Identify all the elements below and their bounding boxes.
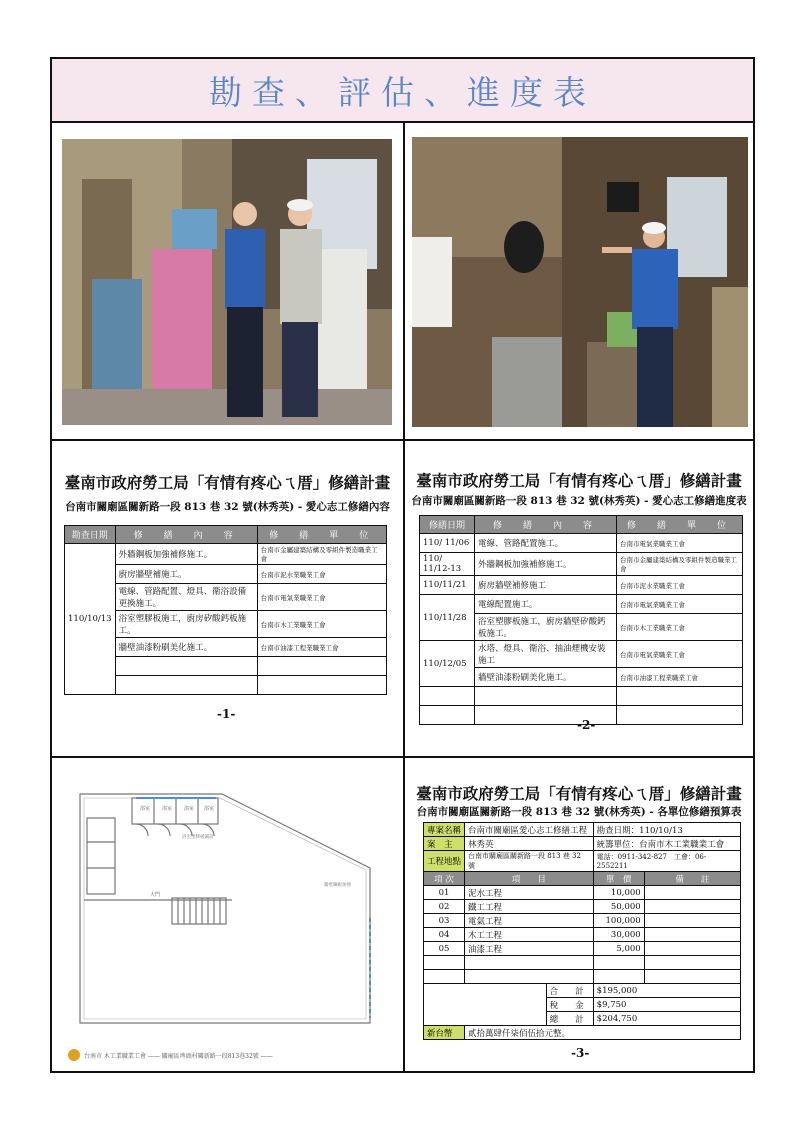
- plan-title: 臺南市政府勞工局「有情有疼心ㄟ厝」修繕計畫: [64, 473, 391, 492]
- total-value: $195,000: [593, 984, 740, 998]
- date-cell: 110/ 11/12-13: [420, 553, 475, 576]
- content-cell: 浴室塑膠板施工，廚房牆壁矽酸鈣板施工。: [475, 614, 617, 641]
- unit-cell: 台南市木工業職業工會: [617, 614, 743, 641]
- bath-label: 浴室: [140, 806, 151, 812]
- budget-title: 臺南市政府勞工局「有情有疼心ㄟ厝」修繕計畫: [416, 784, 742, 803]
- ntd-value: 貳拾萬肆仟柒佰伍拾元整。: [465, 1026, 741, 1040]
- date-cell: [420, 687, 475, 706]
- unit-cell: 台南市電氣業職業工會: [617, 641, 743, 668]
- plan-content-table: [64, 525, 387, 695]
- item-name: 木工工程: [465, 928, 594, 942]
- plan-subtitle: 台南市關廟區關新路一段 813 巷 32 號(林秀英) - 愛心志工修繕進度表: [411, 495, 747, 507]
- item-price: 100,000: [593, 914, 644, 928]
- total-value: $9,750: [593, 998, 740, 1012]
- info-value: 台南市關廟區關新路一段 813 巷 32 號: [465, 851, 594, 872]
- item-no: 04: [424, 928, 465, 942]
- content-cell: 電線、管路配置施工。: [475, 534, 617, 553]
- header-unit: 修 繕 單 位: [617, 516, 743, 534]
- floor-plan-drawing: [52, 758, 403, 1071]
- date-cell: 110/11/28: [420, 595, 475, 641]
- date-cell: 110/11/21: [420, 576, 475, 595]
- unit-cell: 台南市油漆工程業職業工會: [257, 638, 386, 657]
- total-value: $204,750: [593, 1012, 740, 1026]
- content-cell: 水塔、燈具、衛浴、抽油煙機安裝施工: [475, 641, 617, 668]
- info-extra: 電話：0911-342-827 工會：06-2552211: [593, 851, 740, 872]
- unit-cell: 台南市電氣業職業工會: [617, 595, 743, 614]
- page-number: -1-: [217, 707, 236, 721]
- inspection-photo-1: [62, 139, 392, 425]
- header-unit: 修 繕 單 位: [257, 526, 386, 544]
- content-cell: [475, 687, 617, 706]
- content-cell: 廚房牆壁補修施工: [475, 576, 617, 595]
- info-label: 專案名稱: [424, 823, 465, 837]
- date-cell: 110/12/05: [420, 641, 475, 687]
- item-no: 05: [424, 942, 465, 956]
- door-label: 大門: [150, 892, 161, 898]
- info-label: 工程地點: [424, 851, 465, 872]
- page-title: 勘查、評估、進度表: [209, 72, 596, 112]
- unit-cell: 台南市金屬建築結構及零組件製造職業工會: [257, 544, 386, 565]
- note-label: 浴室塑膠板鋪設: [182, 835, 214, 840]
- content-cell: 浴室塑膠板施工，廚房矽酸鈣板施工。: [115, 611, 257, 638]
- content-cell: 外牆鋼板加強補修施工。: [475, 553, 617, 576]
- header-note: 備 註: [644, 872, 740, 886]
- header-price: 單 價: [593, 872, 644, 886]
- budget-table: [423, 822, 741, 1040]
- item-no: 01: [424, 886, 465, 900]
- item-name: 泥水工程: [465, 886, 594, 900]
- info-label: 案 主: [424, 837, 465, 851]
- info-value: 台南市關廟區愛心志工修繕工程: [465, 823, 594, 837]
- total-label: 總 計: [546, 1012, 593, 1026]
- page-header: [52, 59, 753, 123]
- content-cell: 廚房牆壁補施工。: [115, 565, 257, 584]
- plan-progress-table: [419, 515, 743, 725]
- date-cell: [420, 706, 475, 725]
- info-value: 林秀英: [465, 837, 594, 851]
- unit-cell: 台南市泥水業職業工會: [257, 565, 386, 584]
- unit-cell: 台南市電氣業職業工會: [257, 584, 386, 611]
- repair-plan-progress: [405, 441, 753, 756]
- ntd-label: 新台幣: [424, 1026, 465, 1040]
- item-name: 油漆工程: [465, 942, 594, 956]
- document-frame: [50, 57, 755, 1073]
- budget-sheet: [405, 758, 753, 1071]
- content-cell: 外牆鋼板加強補修施工。: [115, 544, 257, 565]
- floor-plan: [52, 758, 403, 1071]
- content-cell: [115, 676, 257, 695]
- union-logo-icon: [68, 1049, 80, 1061]
- plan-subtitle: 台南市關廟區關新路一段 813 巷 32 號(林秀英) - 愛心志工修繕內容: [65, 501, 390, 513]
- item-price: 5,000: [593, 942, 644, 956]
- unit-cell: 台南市泥水業職業工會: [617, 576, 743, 595]
- unit-cell: 台南市電氣業職業工會: [617, 534, 743, 553]
- unit-cell: 台南市金屬建築結構及零組件製造職業工會: [617, 553, 743, 576]
- unit-cell: 台南市木工業職業工會: [257, 611, 386, 638]
- header-date: 勘查日期: [65, 526, 116, 544]
- floor-plan-footer: 台南市 木工業職業工會 —— 關廟區埤頭村關新路一段813巷32號 ——: [84, 1053, 273, 1060]
- header-item: 項 目: [465, 872, 594, 886]
- date-cell: 110/ 11/06: [420, 534, 475, 553]
- wall-label: 牆壁鋼板加強: [324, 883, 351, 888]
- total-label: 稅 金: [546, 998, 593, 1012]
- unit-cell: [257, 657, 386, 676]
- header-no: 項 次: [424, 872, 465, 886]
- unit-cell: [617, 706, 743, 725]
- bath-label: 浴室: [162, 806, 173, 812]
- budget-subtitle: 台南市關廟區關新路一段 813 巷 32 號(林秀英) - 各單位修繕預算表: [416, 806, 742, 818]
- bath-label: 浴室: [204, 806, 215, 812]
- unit-cell: [257, 676, 386, 695]
- info-extra: 統籌單位：台南市木工業職業工會: [593, 837, 740, 851]
- content-cell: 電線配置施工。: [475, 595, 617, 614]
- page-number: -2-: [577, 718, 596, 732]
- item-price: 50,000: [593, 900, 644, 914]
- content-cell: 電線、管路配置、燈具、衛浴設備更換施工。: [115, 584, 257, 611]
- item-name: 電氣工程: [465, 914, 594, 928]
- item-price: 30,000: [593, 928, 644, 942]
- content-cell: 牆壁油漆粉刷美化施工。: [475, 668, 617, 687]
- page-number: -3-: [571, 1046, 590, 1060]
- content-cell: [115, 657, 257, 676]
- item-no: 03: [424, 914, 465, 928]
- total-label: 合 計: [546, 984, 593, 998]
- info-extra: 勘查日期：110/10/13: [593, 823, 740, 837]
- item-price: 10,000: [593, 886, 644, 900]
- inspection-date: 110/10/13: [65, 544, 116, 695]
- repair-plan-content: [52, 441, 403, 756]
- header-content: 修 繕 內 容: [115, 526, 257, 544]
- content-cell: 牆壁油漆粉刷美化施工。: [115, 638, 257, 657]
- item-no: 02: [424, 900, 465, 914]
- unit-cell: 台南市油漆工程業職業工會: [617, 668, 743, 687]
- plan-title: 臺南市政府勞工局「有情有疼心ㄟ厝」修繕計畫: [416, 471, 742, 490]
- inspection-photo-2: [412, 137, 748, 427]
- unit-cell: [617, 687, 743, 706]
- header-date: 修繕日期: [420, 516, 475, 534]
- item-name: 鐵工工程: [465, 900, 594, 914]
- bath-label: 浴室: [184, 806, 195, 812]
- header-content: 修 繕 內 容: [475, 516, 617, 534]
